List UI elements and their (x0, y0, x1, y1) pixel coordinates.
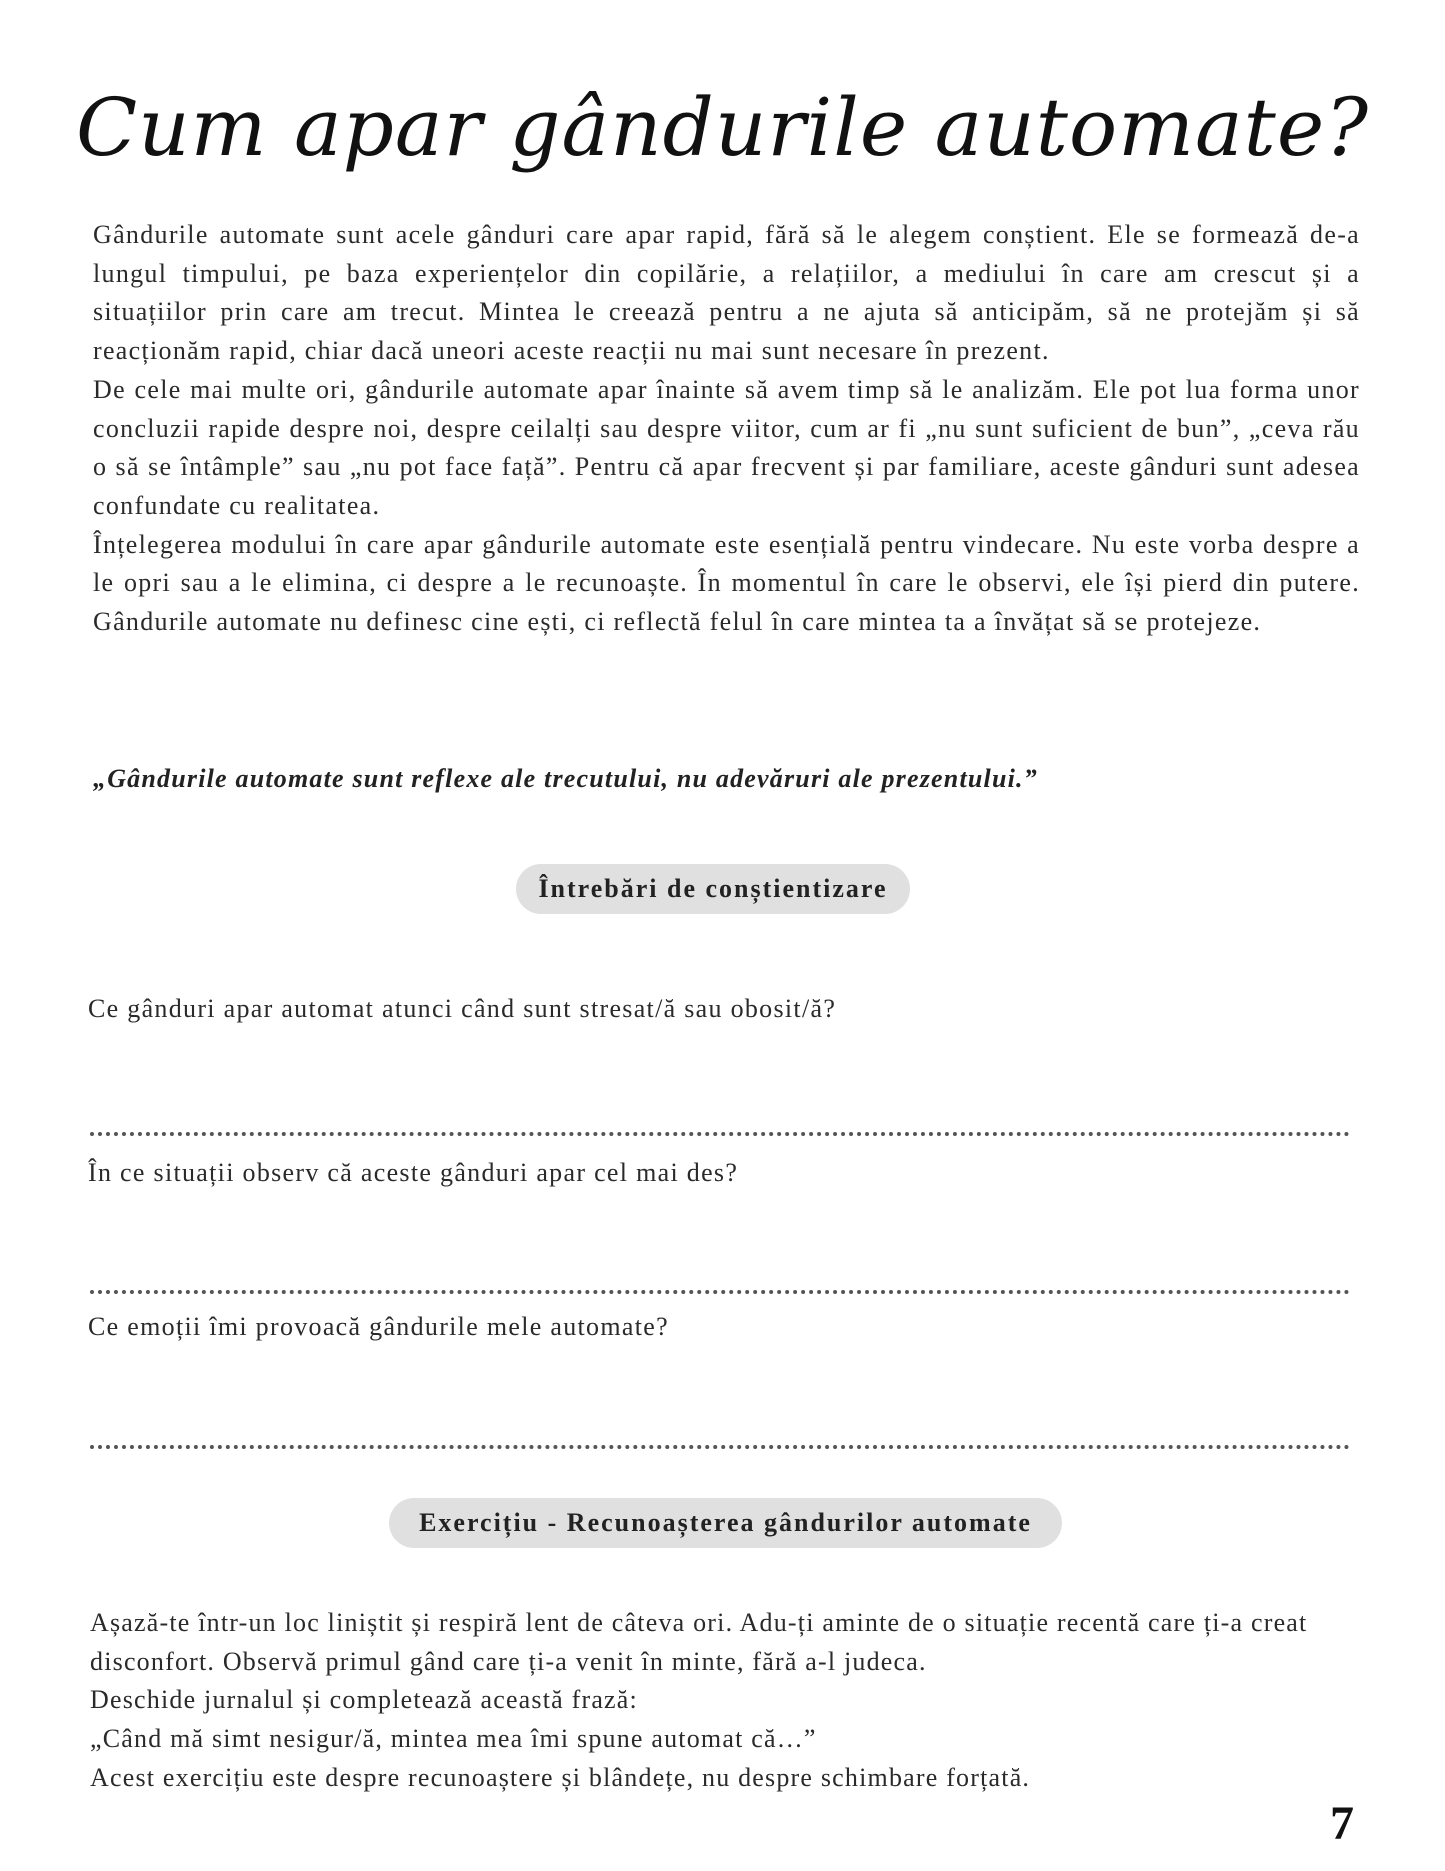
answer-line-2[interactable] (90, 1290, 1350, 1294)
question-2: În ce situații observ că aceste gânduri apar cel mai des? (88, 1158, 739, 1187)
section-heading-exercise: Exercițiu - Recunoașterea gândurilor automate (389, 1498, 1062, 1548)
intro-paragraph: Înțelegerea modului în care apar gândurile automate este esențială pentru vindecare. Nu este vorba despre a le opri sau a le elimina, ci despre a le recunoaște. În momentul în care le observi, ele își pierd din putere. Gândurile automate nu definesc cine ești, ci reflectă felul în care mintea ta a învățat să se protejeze. (93, 529, 1360, 637)
answer-line-3[interactable] (90, 1445, 1350, 1449)
section-heading-awareness: Întrebări de conștientizare (516, 864, 910, 914)
page-title: Cum apar gândurile automate? (75, 81, 1370, 174)
intro-text (93, 216, 1360, 642)
intro-paragraph: De cele mai multe ori, gândurile automate apar înainte să avem timp să le analizăm. Ele pot lua forma unor concluzii rapide despre noi, despre ceilalți sau despre viitor, cum ar fi „nu sunt suficient de bun”, „ceva rău o să se întâmple” sau „nu pot face față”. Pentru că apar frecvent și par familiare, aceste gânduri sunt adesea confundate cu realitatea. (93, 374, 1360, 520)
exercise-line: Acest exercițiu este despre recunoaștere și blândețe, nu despre schimbare forțată. (90, 1762, 1031, 1792)
intro-paragraph: Gândurile automate sunt acele gânduri care apar rapid, fără să le alegem conștient. Ele se formează de-a lungul timpului, pe baza experiențelor din copilărie, a relațiilor, a mediului în care am crescut și a situațiilor prin care am trecut. Mintea le creează pentru a ne ajuta să anticipăm, să ne protejăm și să reacționăm rapid, chiar dacă uneori aceste reacții nu mai sunt necesare în prezent. (93, 220, 1360, 366)
exercise-line: Așază-te într-un loc liniștit și respiră lent de câteva ori. Adu-ți aminte de o situație recentă care ți-a creat disconfort. Observă primul gând care ți-a venit în minte, fără a-l judeca. (90, 1608, 1308, 1676)
question-1: Ce gânduri apar automat atunci când sunt stresat/ă sau obosit/ă? (88, 994, 837, 1023)
exercise-line: „Când mă simt nesigur/ă, mintea mea îmi spune automat că…” (90, 1724, 817, 1754)
answer-line-1[interactable] (90, 1132, 1350, 1136)
exercise-text (90, 1604, 1360, 1798)
highlight-quote: „Gândurile automate sunt reflexe ale trecutului, nu adevăruri ale prezentului.” (93, 764, 1038, 793)
page-number: 7 (1330, 1797, 1354, 1850)
exercise-line: Deschide jurnalul și completează această frază: (90, 1685, 638, 1715)
question-3: Ce emoții îmi provoacă gândurile mele automate? (88, 1312, 669, 1341)
